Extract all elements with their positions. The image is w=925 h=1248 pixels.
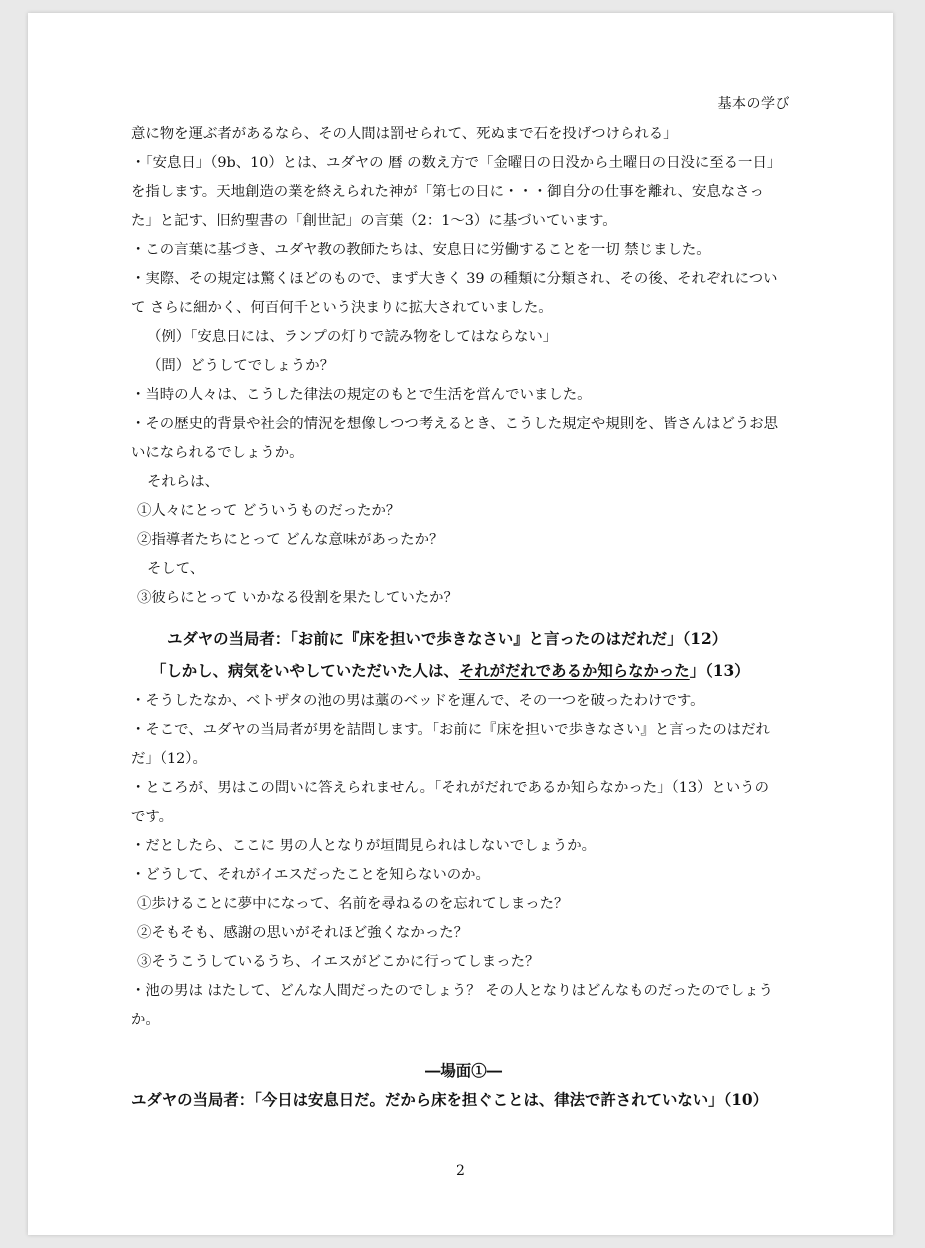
subheading-post: 」（13） xyxy=(689,662,750,680)
scene-quote: ユダヤの当局者：「今日は安息日だ。だから床を担ぐことは、律法で許されていない」（10） xyxy=(131,1091,769,1109)
text-line: ・そうしたなか、ベトザタの池の男は藁のベッドを運んで、その一つを破ったわけです。 xyxy=(131,693,705,709)
text-line: ・当時の人々は、こうした律法の規定のもとで生活を営んでいました。 xyxy=(131,387,592,403)
running-header: 基本の学び xyxy=(717,96,790,112)
numbered-reason: ①歩けることに夢中になって、名前を尋ねるのを忘れてしまった？ xyxy=(137,896,569,912)
text-line: ・ところが、男はこの問いに答えられません。「それがだれであるか知らなかった」（13）というの xyxy=(131,780,769,796)
text-line: た」と記す、旧約聖書の「創世記」の言葉（2：1〜3）に基づいています。 xyxy=(131,213,617,229)
text-line: て さらに細かく、何百何千という決まりに拡大されていました。 xyxy=(131,300,553,316)
text-line: ・その歴史的背景や社会的情況を想像しつつ考えるとき、こうした規定や規則を、皆さんはどうお思 xyxy=(131,416,779,432)
scene-title: ―場面①― xyxy=(425,1062,502,1080)
document-page xyxy=(28,13,893,1235)
intro-line: それらは、 xyxy=(147,474,219,490)
text-line: いになられるでしょうか。 xyxy=(131,445,304,461)
text-line: ・だとしたら、ここに 男の人となりが垣間見られはしないでしょうか。 xyxy=(131,838,597,854)
subheading-pre: 「しかし、病気をいやしていただいた人は、 xyxy=(151,662,459,680)
text-line: ・実際、その規定は驚くほどのもので、まず大きく 39 の種類に分類され、その後、それぞれについ xyxy=(131,271,778,287)
intro-line: そして、 xyxy=(147,561,205,577)
text-line: ・池の男は はたして、どんな人間だったのでしょう？ その人となりはどんなものだったのでしょう xyxy=(131,983,774,999)
text-line: ・どうして、それがイエスだったことを知らないのか。 xyxy=(131,867,490,883)
section-subheading xyxy=(131,655,796,687)
question-line: （問）どうしてでしょうか？ xyxy=(147,358,335,374)
text-line: です。 xyxy=(131,809,174,825)
page-body xyxy=(131,120,796,1115)
subheading-underlined: それがだれであるか知らなかった xyxy=(458,662,690,680)
text-line: 意に物を運ぶ者があるなら、その人間は罰せられて、死ぬまで石を投げつけられる」 xyxy=(131,126,678,142)
page-number: 2 xyxy=(456,1163,465,1179)
numbered-reason: ②そもそも、感謝の思いがそれほど強くなかった？ xyxy=(137,925,468,941)
text-line: だ」（12）。 xyxy=(131,751,207,767)
text-line: ・この言葉に基づき、ユダヤ教の教師たちは、安息日に労働することを一切 禁じました。 xyxy=(131,242,711,258)
example-line: （例）「安息日には、ランプの灯りで読み物をしてはならない」 xyxy=(147,329,558,345)
text-line: ・「安息日」（9b、10）とは、ユダヤの 暦 の数え方で「金曜日の日没から土曜日の日没に至る一日」 xyxy=(131,155,782,171)
section-heading: ユダヤの当局者：「お前に『床を担いで歩きなさい』と言ったのはだれだ」（12） xyxy=(167,630,728,648)
numbered-question: ②指導者たちにとって どんな意味があったか？ xyxy=(137,532,444,548)
text-line: か。 xyxy=(131,1012,160,1028)
text-line: を指します。天地創造の業を終えられた神が「第七の日に・・・御自分の仕事を離れ、安息なさっ xyxy=(131,184,764,200)
numbered-reason: ③そうこうしているうち、イエスがどこかに行ってしまった？ xyxy=(137,954,540,970)
numbered-question: ①人々にとって どういうものだったか？ xyxy=(137,503,401,519)
text-line: ・そこで、ユダヤの当局者が男を詰問します。「お前に『床を担いで歩きなさい』と言ったのはだれ xyxy=(131,722,770,738)
numbered-question: ③彼らにとって いかなる役割を果たしていたか？ xyxy=(137,590,458,606)
